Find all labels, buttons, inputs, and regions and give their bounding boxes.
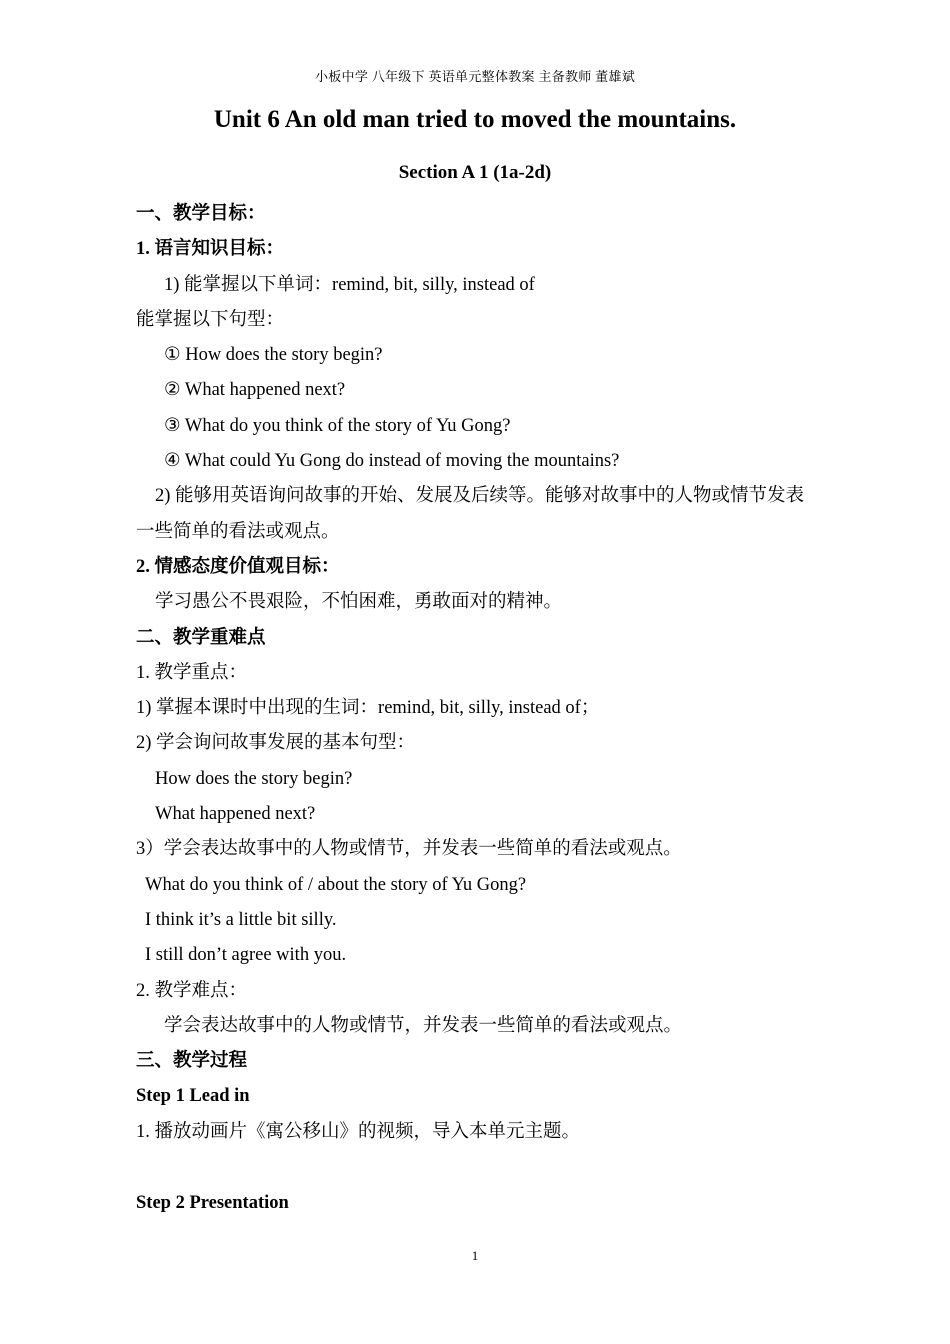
heading-teaching-process: 三、教学过程 [136, 1051, 248, 1072]
section-subtitle: Section A 1 (1a-2d) [398, 162, 552, 183]
blank-line [136, 1150, 836, 1186]
objective-ability-line2: 一些简单的看法或观点。 [136, 521, 340, 542]
sentence-pattern-1: ① How does the story begin? [164, 345, 383, 366]
sentence-pattern-4: ④ What could Yu Gong do instead of moving the mountains? [164, 451, 620, 472]
key-point-2: 2) 学会询问故事发展的基本句型： [136, 733, 416, 754]
key-point-2-example-1: How does the story begin? [155, 768, 353, 789]
key-point-1: 1) 掌握本课时中出现的生词：remind, bit, silly, instead of； [136, 698, 600, 719]
step-1-heading: Step 1 Lead in [136, 1086, 250, 1107]
objective-ability-line1: 2) 能够用英语询问故事的开始、发展及后续等。能够对故事中的人物或情节发表 [155, 486, 805, 507]
step-2-heading: Step 2 Presentation [136, 1193, 289, 1214]
step-1-item-1: 1. 播放动画片《寓公移山》的视频，导入本单元主题。 [136, 1121, 581, 1142]
page-header: 小板中学 八年级下 英语单元整体教案 主备教师 董雄斌 [314, 69, 636, 84]
objective-sentence-intro: 能掌握以下句型： [136, 309, 285, 330]
heading-key-difficult-points: 二、教学重难点 [136, 627, 266, 648]
difficult-point: 学会表达故事中的人物或情节，并发表一些简单的看法或观点。 [164, 1015, 683, 1036]
key-point-3-example-2: I think it’s a little bit silly. [145, 909, 337, 930]
subheading-emotional-values: 2. 情感态度价值观目标： [136, 556, 340, 577]
subheading-difficult-points: 2. 教学难点： [136, 980, 248, 1001]
objective-vocabulary: 1) 能掌握以下单词：remind, bit, silly, instead of [164, 274, 535, 295]
sentence-pattern-2: ② What happened next? [164, 380, 346, 401]
key-point-2-example-2: What happened next? [155, 804, 316, 825]
document-title: Unit 6 An old man tried to moved the mountains. [213, 106, 737, 133]
heading-teaching-objectives: 一、教学目标： [136, 204, 266, 224]
document-body [136, 197, 836, 1221]
sentence-pattern-3: ③ What do you think of the story of Yu Gong? [164, 415, 511, 436]
key-point-3: 3）学会表达故事中的人物或情节，并发表一些简单的看法或观点。 [136, 839, 682, 860]
key-point-3-example-3: I still don’t agree with you. [145, 945, 347, 966]
subheading-key-points: 1. 教学重点： [136, 662, 248, 683]
objective-emotional: 学习愚公不畏艰险，不怕困难，勇敢面对的精神。 [155, 592, 563, 613]
key-point-3-example-1: What do you think of / about the story of Yu Gong? [145, 874, 527, 895]
page-number: 1 [471, 1248, 479, 1263]
subheading-language-knowledge: 1. 语言知识目标： [136, 239, 285, 260]
